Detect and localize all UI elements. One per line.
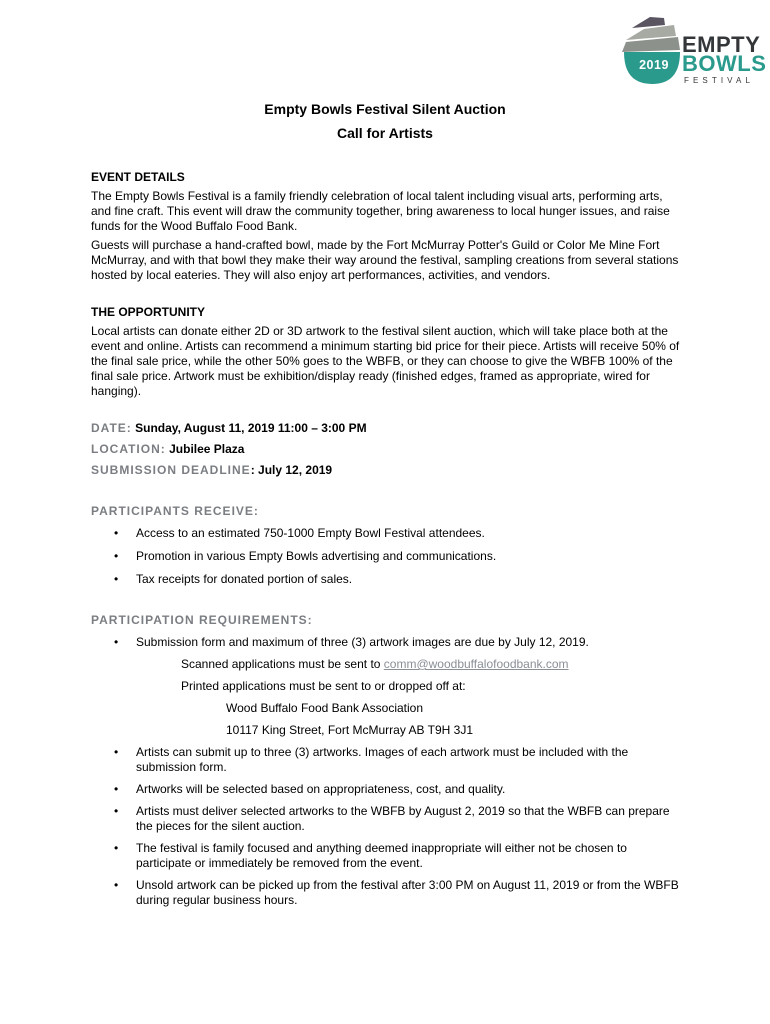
logo-year: 2019 bbox=[639, 58, 669, 72]
printed-applications-line: Printed applications must be sent to or dropped off at: bbox=[181, 679, 466, 693]
participants-heading: PARTICIPANTS RECEIVE: bbox=[91, 504, 259, 518]
list-item: • Submission form and maximum of three (3) artwork images are due by July 12, 2019. bbox=[114, 635, 589, 649]
event-details-paragraph-1: The Empty Bowls Festival is a family friendly celebration of local talent including visual arts, performing arts, and fine craft. This event will draw the community together, bring awareness to local hunger issues, and raise funds for the Wood Buffalo Food Bank. bbox=[91, 189, 670, 233]
list-item: • Artists can submit up to three (3) artworks. Images of each artwork must be included with the submission form. bbox=[114, 745, 629, 774]
address-line-2: 10117 King Street, Fort McMurray AB T9H 3J1 bbox=[226, 723, 473, 737]
empty-bowls-logo bbox=[620, 12, 767, 85]
requirements-heading: PARTICIPATION REQUIREMENTS: bbox=[91, 613, 313, 627]
scanned-applications-line: Scanned applications must be sent to comm@woodbuffalofoodbank.com bbox=[181, 657, 569, 671]
event-details-paragraph-2: Guests will purchase a hand-crafted bowl, made by the Fort McMurray Potter's Guild or Color Me Mine Fort McMurray, and with that bowl they make their way around the festival, sampling creations from several stations hosted by local eateries. They will also enjoy art performances, activities, and vendors. bbox=[91, 238, 679, 282]
participants-list bbox=[91, 526, 681, 587]
list-item: • Artists must deliver selected artworks to the WBFB by August 2, 2019 so that the WBFB can prepare the pieces for the silent auction. bbox=[114, 804, 670, 833]
document-title: Empty Bowls Festival Silent Auction bbox=[264, 101, 506, 117]
list-item: • Tax receipts for donated portion of sales. bbox=[114, 572, 353, 586]
list-item: • The festival is family focused and anything deemed inappropriate will either not be chosen to participate or immediately be removed from the event. bbox=[114, 841, 627, 870]
logo-festival-text: FESTIVAL bbox=[684, 76, 754, 85]
list-item: • Unsold artwork can be picked up from the festival after 3:00 PM on August 11, 2019 or from the WBFB during regular business hours. bbox=[114, 878, 679, 907]
list-item: • Artworks will be selected based on appropriateness, cost, and quality. bbox=[114, 782, 506, 796]
document-body bbox=[91, 170, 681, 908]
date-field bbox=[91, 421, 681, 436]
list-item: • Access to an estimated 750-1000 Empty Bowl Festival attendees. bbox=[114, 526, 485, 540]
deadline-label: SUBMISSION DEADLINE bbox=[91, 463, 251, 477]
date-label: DATE: bbox=[91, 421, 132, 435]
address-line-1: Wood Buffalo Food Bank Association bbox=[226, 701, 424, 715]
location-label: LOCATION: bbox=[91, 442, 166, 456]
deadline-value: July 12, 2019 bbox=[258, 463, 333, 477]
opportunity-heading: THE OPPORTUNITY bbox=[91, 305, 206, 319]
opportunity-paragraph: Local artists can donate either 2D or 3D artwork to the festival silent auction, which will take place both at the event and online. Artists can recommend a minimum starting bid price for their piece. Artists will receive 50% of the final sale price, while the other 50% goes to the WBFB, or they can choose to give the WBFB 100% of the final sale price. Artwork must be exhibition/display ready (finished edges, framed as appropriate, wired for hanging). bbox=[91, 324, 680, 398]
date-value: Sunday, August 11, 2019 11:00 – 3:00 PM bbox=[135, 421, 367, 435]
logo-empty-text: EMPTY bbox=[682, 32, 761, 57]
requirements-list-continued bbox=[91, 745, 681, 908]
requirements-list bbox=[91, 635, 681, 650]
email-link[interactable]: comm@woodbuffalofoodbank.com bbox=[383, 657, 569, 671]
location-field bbox=[91, 442, 681, 457]
deadline-field: SUBMISSION DEADLINE: July 12, 2019 bbox=[91, 463, 333, 477]
location-value: Jubilee Plaza bbox=[169, 442, 245, 456]
list-item: • Promotion in various Empty Bowls advertising and communications. bbox=[114, 549, 497, 563]
event-details-heading: EVENT DETAILS bbox=[91, 170, 185, 184]
document-subtitle: Call for Artists bbox=[337, 125, 433, 141]
logo-bowls-text: BOWLS bbox=[682, 51, 767, 76]
